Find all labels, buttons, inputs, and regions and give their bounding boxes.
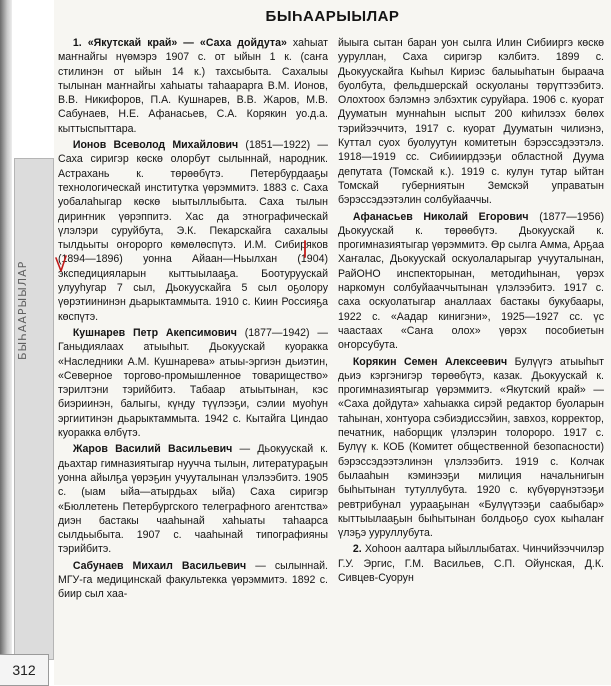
entry-text: — сылыннай. МГУ-га медицинскай факультеккa үөрэммитэ. 1892 с. биир сыл хаа- — [58, 559, 328, 601]
entry-lead: 2. — [352, 543, 362, 556]
entry-paragraph — [338, 542, 604, 585]
entry-text: (1877—1956) Дьокуускай к. төрөөбүтэ. Дьокуускай к. прогимназиятыгар үөрэммитэ. Өр сылга Амма, Арҕаа Хаҥалас, Дьокуускай оскуолаларыгар учууталынан, РайОНО инспекторынан, методиһынан, үөрэх наркомун солбуйааччытынан үлэлээбитэ. 1917 с. саха оскуолатыгар аналлаах бастакы букубаары, 1922 с. «Аадар кинигэни», 1925—1927 сс. үс чаастаах «Саҥа олох» үөрэх пособиетын оҥорсубута. — [338, 210, 604, 352]
entry-paragraph — [58, 559, 328, 602]
entry-text: Хоһоон аалтара ыйыллыбатах. Чинчийээччилэр Г.У. Эргис, Г.М. Васильев, С.П. Ойунская, Д.К. Сивцев-Суорун — [338, 543, 604, 584]
entry-paragraph — [58, 138, 328, 324]
left-column — [58, 36, 328, 602]
entry-lead: 1. «Якутскай край» — «Саха дойдута» — [72, 37, 287, 49]
entry-lead: Жаров Василий Васильевич — [72, 443, 233, 456]
right-column — [338, 36, 604, 585]
entry-text: хаһыат маҥнайгы нүөмэрэ 1907 с. от ыйын 1 к. (саҥа стилинэн от ыйын 14 к.) тахсыбыта. Сахалыы тылынан маҥнайгы хаһыаты таһаарарга В.М. Ионов, В.В. Никифоров, П.А. Кушнарев, В.В. Жаров, М.В. Сабунаев, Н.Е. Афанасьев, С.А. Корякин уо.д.а. кыттыспыттара. — [58, 37, 329, 135]
entry-text: йыыга сытан баран уон сылга Илин Сибииргэ көскө ууруллан, Саха сиригэр кэлбитэ. 1899 с. Дьокуускайга Кыһыл Кириэс балыыһатын быраача буолбута, фельдшерскай оскуоланы төрүттээбитэ. Олохтоох бэлэмнэ элбэхтик суруйара. 1906 с. куорат Дууматын муннаһын ыспыт 200 киһилээх бөлөх тэрийээччитэ, 1917 с. куорат Дууматын чилиэнэ, Куттал суох буолуутун комитетын бэрэссэдээтэлэ. 1918—1919 сс. Сибииирдээҕи областной Дуума депутата (Томскай к.). 1919 с. кулун тутар ыйтан Томскай губерниятын Земскэй управатын бэрэссэдээтэлин солбуйааччы. — [338, 37, 604, 207]
entry-paragraph — [338, 355, 604, 541]
entry-lead: Корякин Семен Алексеевич — [352, 355, 508, 368]
entry-text: Булүүгэ атыыһыт дьиэ кэргэнигэр төрөөбүтэ, казак. Дьокуускай к. прогимназиятыгар үөрэммитэ. «Якутский край» — «Саха дойдута» хаһыакка сирэй редактор буоларын таһынан, хонтуора сэбиэдиссэйин, завхоз, корректор, печатник, наборщик үлэлэрин толороро. 1917 с. Булүү к. КОБ (Комитет общественной безопасности) бэрэссэдээтэлинэн үлэлээбитэ. 1919 с. Колчак былааһын кэминээҕи милиция начальнигын быһытынан тутуллубута. 1920 с. күбүөрүнэтээҕи ревтрибунал уурааҕынан «Булүүтээҕи саабыбар» кыттыылааҕын быһытынан болдьоҕо суох кыһалаҥ үлэҕэ ууруллубута. — [338, 355, 604, 540]
entry-text: — Дьокуускай к. дьахтар гимназиятыгар нууччa тылын, литератураҕын уонна айылҕа үөрэҕин учууталынан үлэлээбитэ. 1905 с. (ыам ыйа—атырдьах ыйа) Саха сиригэр «Бюллетень Петербургского телеграфного агентства» диэн бастакы чааһынай хаһыаты таһаарса сылдьыбыта. 1907 с. чааһынай типографияны тэрийбитэ. — [58, 443, 328, 556]
page-shadow — [0, 0, 12, 685]
entry-text: (1877—1942) — Ганыдиялаах атыыһыт. Дьокуускай куоракка «Наследники А.М. Кушнарева» атыы-эргиэн дьиэтин, «Северное торгово-промышленное товарищество» тэрилтэни тэрийбитэ. Табаар атыытынан, кэс биэриинэн, балыгы, күнду түүлээҕи, сэлии муоһун эргиитинэн дьарыктаммыта. 1942 с. Кытайга Циндао куоракка өлбүтэ. — [58, 326, 328, 440]
entry-lead: Сабунаев Михаил Васильевич — [72, 559, 247, 572]
entry-paragraph — [338, 36, 604, 208]
entry-text: (1851—1922) — Саха сиригэр көскө олорбут сылыннай, народник. Астрахань к. төрөөбүтэ. Петербурдааҕы технологическай институтка үөрэммитэ. 1883 с. Саха уобалаһыгар көскө ыытыллыбыта. Саха тылын дириҥник үөрэппитэ. Хас да этнографическай үлэлэри суруйбута, Э.К. Пекарскайга сахалыы тылдьыты оҥорорго көмөлөспүтэ. И.М. Сибиряков (1894—1896) уонна Айаан—Ньылхан (1904) экспедицияларын кыттыылааҕа. Боотуруускай улууһугар 7 сыл, Дьокуускайга 5 сыл оҕолору үөрэтиининэн дьарыктаммыта. 1910 с. Киин Россияҕа көспүтэ. — [58, 139, 328, 323]
entry-lead: Афанасьев Николай Егорович — [352, 210, 529, 223]
entry-paragraph — [58, 36, 328, 136]
side-tab-label: БЫҺААРЫЫЛАР — [16, 260, 29, 360]
entry-lead: Кушнарев Петр Акепсимович — [72, 326, 237, 339]
page-number: 312 — [0, 654, 49, 686]
pen-check-mark-icon — [55, 255, 67, 273]
pen-line-mark-icon — [303, 240, 307, 258]
entry-paragraph — [58, 326, 328, 440]
entry-lead: Ионов Всеволод Михайлович — [72, 139, 239, 152]
entry-paragraph — [58, 442, 328, 556]
entry-paragraph — [338, 210, 604, 353]
page-heading: БЫҺААРЫЫЛАР — [265, 8, 400, 25]
